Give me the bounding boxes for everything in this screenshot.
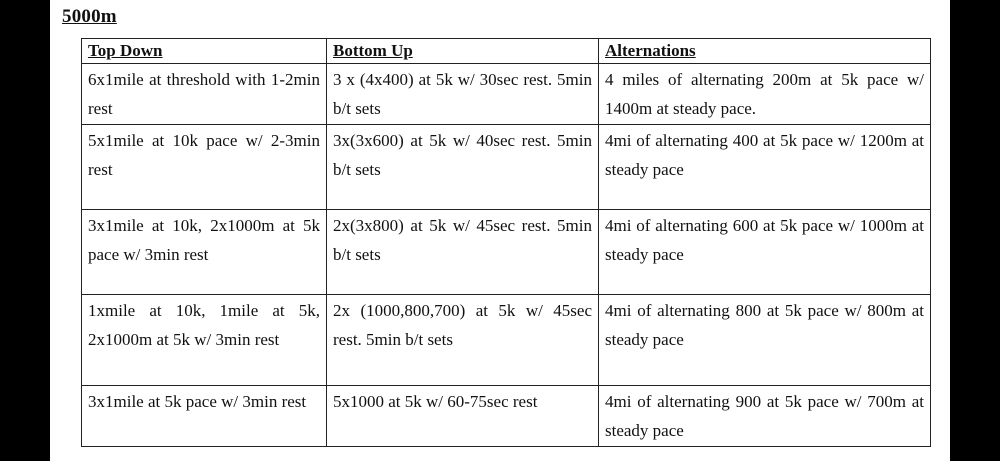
table-row [82,386,931,447]
cell-alternations: 4mi of alternating 800 at 5k pace w/ 800m at steady pace [599,295,931,386]
document-title: 5000m [62,6,117,27]
cell-top-down: 5x1mile at 10k pace w/ 2-3min rest [82,125,327,210]
workout-table [81,38,931,447]
table-row [82,64,931,125]
cell-alternations: 4mi of alternating 400 at 5k pace w/ 1200m at steady pace [599,125,931,210]
cell-alternations: 4mi of alternating 900 at 5k pace w/ 700m at steady pace [599,386,931,447]
table-row [82,295,931,386]
cell-top-down: 1xmile at 10k, 1mile at 5k, 2x1000m at 5k w/ 3min rest [82,295,327,386]
table-row [82,125,931,210]
cell-bottom-up: 2x(3x800) at 5k w/ 45sec rest. 5min b/t sets [327,210,599,295]
cell-top-down: 3x1mile at 5k pace w/ 3min rest [82,386,327,447]
table-header-row [82,39,931,64]
cell-alternations: 4mi of alternating 600 at 5k pace w/ 1000m at steady pace [599,210,931,295]
cell-top-down: 6x1mile at threshold with 1-2min rest [82,64,327,125]
table-row [82,210,931,295]
document-page [50,0,950,461]
cell-bottom-up: 3 x (4x400) at 5k w/ 30sec rest. 5min b/t sets [327,64,599,125]
cell-bottom-up: 3x(3x600) at 5k w/ 40sec rest. 5min b/t sets [327,125,599,210]
header-alternations: Alternations [599,39,931,64]
cell-bottom-up: 2x (1000,800,700) at 5k w/ 45sec rest. 5min b/t sets [327,295,599,386]
cell-bottom-up: 5x1000 at 5k w/ 60-75sec rest [327,386,599,447]
header-top-down: Top Down [82,39,327,64]
cell-alternations: 4 miles of alternating 200m at 5k pace w/ 1400m at steady pace. [599,64,931,125]
cell-top-down: 3x1mile at 10k, 2x1000m at 5k pace w/ 3min rest [82,210,327,295]
header-bottom-up: Bottom Up [327,39,599,64]
